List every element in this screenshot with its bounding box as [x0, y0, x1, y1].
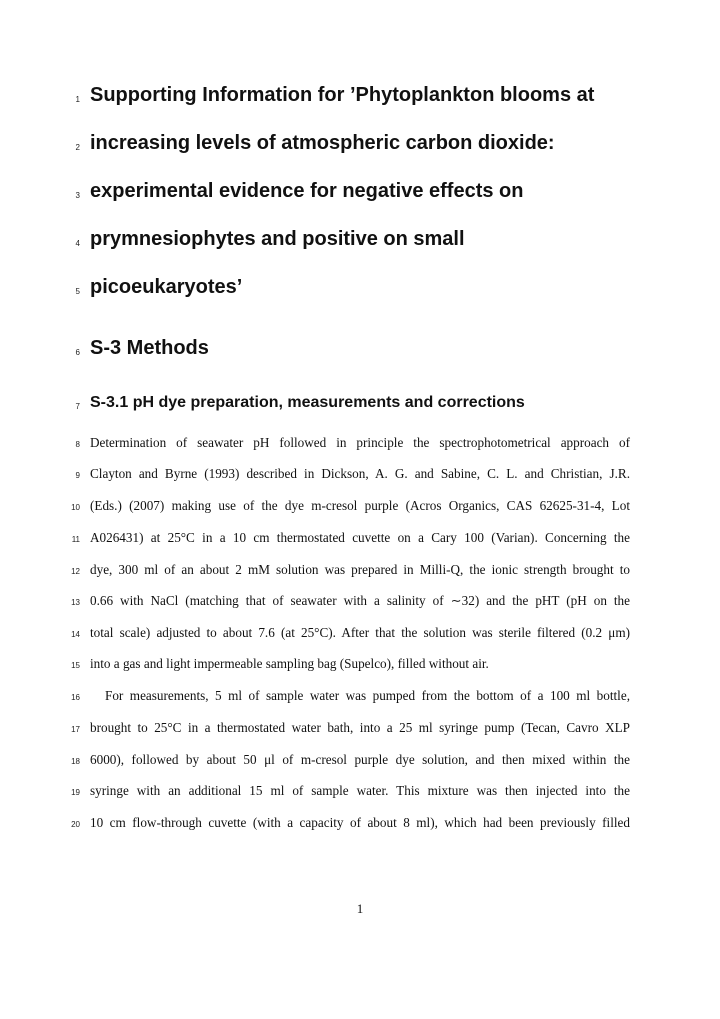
line-number: 17: [71, 725, 80, 734]
title-line: [0, 228, 720, 254]
line-number: 9: [75, 471, 80, 480]
line-number: 18: [71, 757, 80, 766]
paragraph-text: A026431) at 25°C in a 10 cm thermostated cuvette on a Cary 100 (Varian). Concerning the: [90, 530, 630, 545]
line-number: 4: [75, 239, 80, 248]
subsection-heading: S-3.1 pH dye preparation, measurements and corrections: [90, 394, 525, 411]
paragraph-text: Determination of seawater pH followed in principle the spectrophotometrical approach of: [90, 435, 630, 450]
body-line: [0, 752, 720, 772]
title-text: increasing levels of atmospheric carbon dioxide:: [90, 132, 555, 154]
title-line: [0, 180, 720, 206]
paragraph-text: into a gas and light impermeable sampling bag (Supelco), filled without air.: [90, 656, 489, 671]
line-number: 14: [71, 630, 80, 639]
section-heading: S-3 Methods: [90, 337, 209, 359]
body-line: [0, 720, 720, 740]
paragraph-text: 0.66 with NaCl (matching that of seawater with a salinity of ∼32) and the pHT (pH on the: [90, 593, 630, 608]
line-number: 8: [75, 440, 80, 449]
body-line: [0, 593, 720, 613]
title-line: [0, 84, 720, 110]
paragraph-text: dye, 300 ml of an about 2 mM solution was prepared in Milli-Q, the ionic strength brought to: [90, 562, 630, 577]
paragraph-text: Clayton and Byrne (1993) described in Dickson, A. G. and Sabine, C. L. and Christian, J.R.: [90, 466, 630, 481]
paragraph-text: brought to 25°C in a thermostated water bath, into a 25 ml syringe pump (Tecan, Cavro XLP: [90, 720, 630, 735]
paragraph-text: total scale) adjusted to about 7.6 (at 25°C). After that the solution was sterile filtered (0.2 μm): [90, 625, 630, 640]
title-line: [0, 276, 720, 302]
paragraph-text: (Eds.) (2007) making use of the dye m-cresol purple (Acros Organics, CAS 62625-31-4, Lot: [90, 498, 630, 513]
body-line: [0, 688, 720, 708]
line-number: 19: [71, 788, 80, 797]
body-line: [0, 562, 720, 582]
section-heading-line: [0, 337, 720, 363]
body-line: [0, 783, 720, 803]
paragraph-text: 6000), followed by about 50 μl of m-cresol purple dye solution, and then mixed within the: [90, 752, 630, 767]
body-line: [0, 625, 720, 645]
line-number: 16: [71, 693, 80, 702]
body-line: [0, 498, 720, 518]
body-line: [0, 530, 720, 550]
line-number: 11: [71, 535, 80, 544]
line-number: 5: [75, 287, 80, 296]
line-number: 15: [71, 661, 80, 670]
line-number: 10: [71, 503, 80, 512]
page-number: 1: [356, 901, 364, 916]
title-line: [0, 132, 720, 158]
line-number: 7: [75, 402, 80, 411]
line-number: 20: [71, 820, 80, 829]
title-text: Supporting Information for ’Phytoplankton blooms at: [90, 84, 595, 106]
paragraph-text: 10 cm flow-through cuvette (with a capacity of about 8 ml), which had been previously filled: [90, 815, 630, 830]
line-number: 13: [71, 598, 80, 607]
line-number: 3: [75, 191, 80, 200]
line-number: 1: [75, 95, 80, 104]
paragraph-text: For measurements, 5 ml of sample water was pumped from the bottom of a 100 ml bottle,: [105, 688, 630, 703]
body-line: [0, 815, 720, 835]
body-line: [0, 466, 720, 486]
title-text: experimental evidence for negative effects on: [90, 180, 524, 202]
title-text: prymnesiophytes and positive on small: [90, 228, 465, 250]
line-number: 6: [75, 348, 80, 357]
line-number: 2: [75, 143, 80, 152]
paragraph-text: syringe with an additional 15 ml of sample water. This mixture was then injected into the: [90, 783, 630, 798]
body-line: [0, 656, 720, 676]
body-line: [0, 435, 720, 455]
title-text: picoeukaryotes’: [90, 276, 243, 298]
subsection-heading-line: [0, 394, 720, 416]
line-number: 12: [71, 567, 80, 576]
